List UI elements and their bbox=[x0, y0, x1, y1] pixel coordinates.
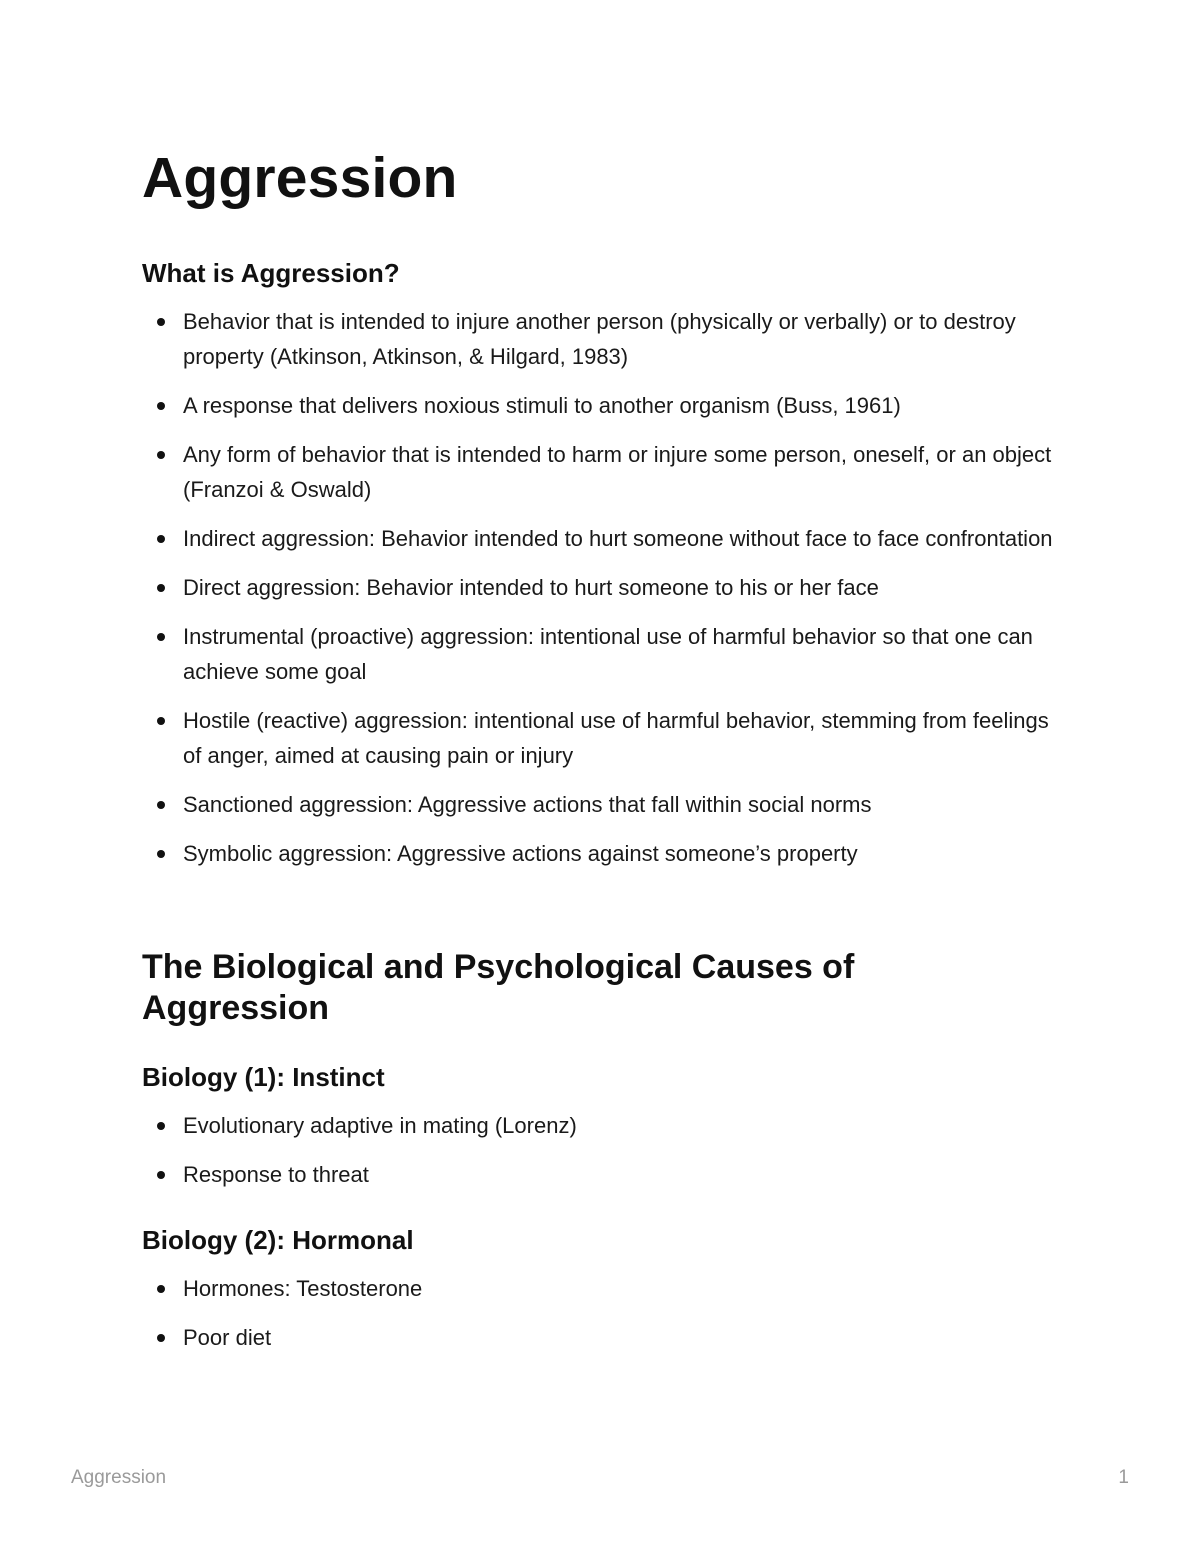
bullet-icon bbox=[157, 535, 165, 543]
list-item-text: Any form of behavior that is intended to harm or injure some person, oneself, or an object (Franzoi & Oswald) bbox=[183, 442, 1052, 502]
list-item-text: Hostile (reactive) aggression: intentional use of harmful behavior, stemming from feelings of anger, aimed at causing pain or injury bbox=[183, 708, 1049, 768]
bullet-icon bbox=[157, 584, 165, 592]
list-item-text: Direct aggression: Behavior intended to hurt someone to his or her face bbox=[183, 575, 879, 600]
list-item-text: Instrumental (proactive) aggression: intentional use of harmful behavior so that one can achieve some goal bbox=[183, 624, 1033, 684]
bullet-icon bbox=[157, 1285, 165, 1293]
list-item bbox=[142, 304, 1072, 374]
causes-heading: The Biological and Psychological Causes of Aggression bbox=[142, 948, 855, 1027]
list-item bbox=[142, 521, 1072, 556]
bullet-icon bbox=[157, 1334, 165, 1342]
list-item bbox=[142, 1108, 1072, 1143]
section-biology-hormonal bbox=[142, 1223, 1072, 1355]
section-causes bbox=[142, 947, 1072, 1029]
bullet-icon bbox=[157, 1122, 165, 1130]
section-what-is-aggression bbox=[142, 256, 1072, 871]
bullet-icon bbox=[157, 318, 165, 326]
list-item bbox=[142, 437, 1072, 507]
bullet-icon bbox=[157, 633, 165, 641]
bullet-icon bbox=[157, 451, 165, 459]
bullet-icon bbox=[157, 1171, 165, 1179]
section-heading: What is Aggression? bbox=[142, 258, 400, 288]
list-item bbox=[142, 1320, 1072, 1355]
list-item-text: Behavior that is intended to injure another person (physically or verbally) or to destroy property (Atkinson, Atkinson, & Hilgard, 1983) bbox=[183, 309, 1016, 369]
bullet-icon bbox=[157, 402, 165, 410]
subsection-heading: Biology (1): Instinct bbox=[142, 1062, 385, 1092]
bullet-icon bbox=[157, 850, 165, 858]
list-item-text: Indirect aggression: Behavior intended to hurt someone without face to face confrontation bbox=[183, 526, 1053, 551]
list-item-text: A response that delivers noxious stimuli to another organism (Buss, 1961) bbox=[183, 393, 901, 418]
list-item bbox=[142, 703, 1072, 773]
list-item-text: Poor diet bbox=[183, 1325, 272, 1350]
list-item-text: Symbolic aggression: Aggressive actions against someone’s property bbox=[183, 841, 858, 866]
list-item-text: Response to threat bbox=[183, 1162, 369, 1187]
page-number: 1 bbox=[1118, 1467, 1129, 1488]
bullet-icon bbox=[157, 717, 165, 725]
hormonal-list bbox=[142, 1271, 1072, 1355]
list-item bbox=[142, 1157, 1072, 1192]
list-item-text: Evolutionary adaptive in mating (Lorenz) bbox=[183, 1113, 577, 1138]
list-item bbox=[142, 619, 1072, 689]
footer-title: Aggression bbox=[71, 1467, 167, 1488]
subsection-heading: Biology (2): Hormonal bbox=[142, 1225, 414, 1255]
list-item-text: Sanctioned aggression: Aggressive actions that fall within social norms bbox=[183, 792, 872, 817]
instinct-list bbox=[142, 1108, 1072, 1192]
definition-list bbox=[142, 304, 1072, 871]
list-item bbox=[142, 787, 1072, 822]
list-item bbox=[142, 836, 1072, 871]
list-item bbox=[142, 570, 1072, 605]
list-item bbox=[142, 1271, 1072, 1306]
list-item bbox=[142, 388, 1072, 423]
list-item-text: Hormones: Testosterone bbox=[183, 1276, 423, 1301]
section-biology-instinct bbox=[142, 1060, 1072, 1192]
page-title: Aggression bbox=[142, 146, 458, 210]
bullet-icon bbox=[157, 801, 165, 809]
